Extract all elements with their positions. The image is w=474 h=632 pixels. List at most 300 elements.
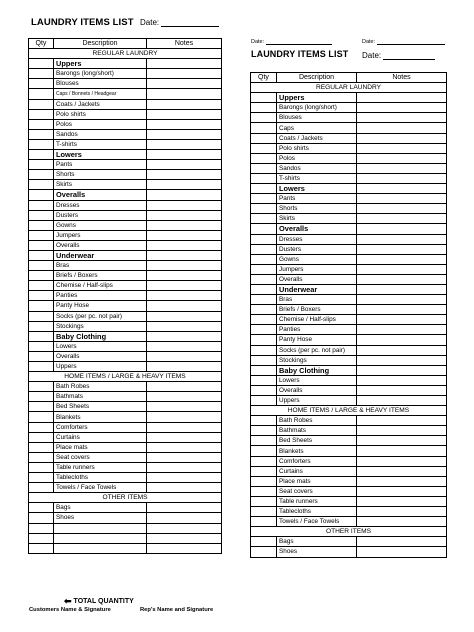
left-date-field[interactable]	[140, 18, 219, 27]
qty-cell[interactable]	[29, 432, 54, 442]
qty-cell[interactable]	[251, 537, 277, 547]
notes-cell[interactable]	[147, 119, 222, 129]
qty-cell[interactable]	[29, 79, 54, 89]
item-row	[29, 513, 222, 523]
notes-cell[interactable]	[357, 507, 447, 517]
qty-cell[interactable]	[251, 234, 277, 244]
item-description: Caps / Bonnets / Headgear	[54, 89, 147, 99]
qty-cell[interactable]	[251, 517, 277, 527]
qty-cell[interactable]	[29, 473, 54, 483]
notes-cell[interactable]	[147, 139, 222, 149]
notes-cell[interactable]	[147, 442, 222, 452]
notes-cell[interactable]	[357, 466, 447, 476]
category-row	[29, 331, 222, 341]
item-row	[29, 301, 222, 311]
qty-cell[interactable]	[251, 244, 277, 254]
item-description: Skirts	[54, 180, 147, 190]
category-label: Overalls	[277, 224, 357, 234]
notes-cell[interactable]	[357, 446, 447, 456]
qty-cell[interactable]	[29, 382, 54, 392]
item-row	[29, 392, 222, 402]
notes-cell[interactable]	[147, 99, 222, 109]
notes-cell[interactable]	[357, 537, 447, 547]
notes-cell[interactable]	[147, 513, 222, 523]
notes-cell[interactable]	[357, 305, 447, 315]
notes-cell[interactable]	[357, 133, 447, 143]
notes-cell[interactable]	[147, 250, 222, 260]
item-description: Polos	[277, 153, 357, 163]
notes-cell[interactable]	[147, 230, 222, 240]
notes-cell[interactable]	[147, 402, 222, 412]
item-row	[251, 153, 447, 163]
notes-cell[interactable]	[357, 375, 447, 385]
item-row	[29, 160, 222, 170]
item-row	[251, 396, 447, 406]
qty-cell[interactable]	[251, 153, 277, 163]
qty-cell[interactable]	[251, 93, 277, 103]
notes-cell[interactable]	[147, 129, 222, 139]
notes-cell[interactable]	[147, 462, 222, 472]
description-header: Description	[54, 39, 147, 49]
notes-cell[interactable]	[147, 180, 222, 190]
notes-cell[interactable]	[147, 392, 222, 402]
item-row	[29, 210, 222, 220]
notes-cell[interactable]	[357, 476, 447, 486]
qty-cell[interactable]	[251, 133, 277, 143]
item-description: Blankets	[277, 446, 357, 456]
notes-cell[interactable]	[357, 416, 447, 426]
notes-cell[interactable]	[147, 543, 222, 553]
qty-cell[interactable]	[29, 533, 54, 543]
item-description: Place mats	[54, 442, 147, 452]
qty-cell[interactable]	[29, 503, 54, 513]
item-row	[29, 432, 222, 442]
item-row	[251, 335, 447, 345]
notes-header: Notes	[147, 39, 222, 49]
notes-cell[interactable]	[147, 271, 222, 281]
qty-cell[interactable]	[29, 271, 54, 281]
item-row	[29, 230, 222, 240]
item-description: Barongs (long/short)	[277, 103, 357, 113]
item-description: Comforters	[277, 456, 357, 466]
qty-cell[interactable]	[251, 143, 277, 153]
item-row	[29, 271, 222, 281]
item-description: Overalls	[277, 385, 357, 395]
qty-cell[interactable]	[29, 129, 54, 139]
item-description: Shorts	[277, 204, 357, 214]
notes-cell[interactable]	[147, 351, 222, 361]
item-description: Coats / Jackets	[54, 99, 147, 109]
qty-cell[interactable]	[29, 69, 54, 79]
qty-cell[interactable]	[251, 436, 277, 446]
notes-cell[interactable]	[357, 517, 447, 527]
notes-cell[interactable]	[147, 301, 222, 311]
notes-cell[interactable]	[147, 483, 222, 493]
notes-cell[interactable]	[357, 436, 447, 446]
item-description: Briefs / Boxers	[54, 271, 147, 281]
qty-cell[interactable]	[251, 315, 277, 325]
notes-cell[interactable]	[147, 261, 222, 271]
qty-cell[interactable]	[251, 496, 277, 506]
notes-cell[interactable]	[357, 315, 447, 325]
item-row	[251, 143, 447, 153]
qty-cell[interactable]	[251, 345, 277, 355]
item-description: Panties	[277, 325, 357, 335]
qty-cell[interactable]	[29, 220, 54, 230]
item-row	[251, 476, 447, 486]
notes-cell[interactable]	[357, 143, 447, 153]
notes-cell[interactable]	[147, 412, 222, 422]
notes-cell[interactable]	[357, 345, 447, 355]
item-description: Barongs (long/short)	[54, 69, 147, 79]
section-heading: HOME ITEMS / LARGE & HEAVY ITEMS	[251, 406, 447, 416]
item-row	[251, 305, 447, 315]
qty-cell[interactable]	[251, 123, 277, 133]
qty-header: Qty	[29, 39, 54, 49]
notes-cell[interactable]	[357, 355, 447, 365]
left-form-title: LAUNDRY ITEMS LIST	[31, 17, 134, 28]
qty-cell[interactable]	[29, 362, 54, 372]
item-description: Bed Sheets	[54, 402, 147, 412]
blank-row	[29, 543, 222, 553]
notes-cell[interactable]	[357, 123, 447, 133]
notes-cell[interactable]	[147, 220, 222, 230]
notes-cell[interactable]	[147, 422, 222, 432]
qty-cell[interactable]	[251, 264, 277, 274]
item-description: Gowns	[277, 254, 357, 264]
item-description: Overalls	[54, 351, 147, 361]
qty-cell[interactable]	[29, 200, 54, 210]
qty-cell[interactable]	[29, 543, 54, 553]
item-row	[29, 261, 222, 271]
notes-cell[interactable]	[357, 204, 447, 214]
notes-cell[interactable]	[147, 432, 222, 442]
notes-cell[interactable]	[357, 234, 447, 244]
notes-cell[interactable]	[147, 109, 222, 119]
qty-cell[interactable]	[29, 150, 54, 160]
category-label: Uppers	[277, 93, 357, 103]
notes-cell[interactable]	[357, 93, 447, 103]
notes-cell[interactable]	[357, 264, 447, 274]
qty-cell[interactable]	[29, 402, 54, 412]
notes-cell[interactable]	[147, 321, 222, 331]
item-description: Curtains	[277, 466, 357, 476]
notes-cell[interactable]	[357, 295, 447, 305]
item-description: Place mats	[277, 476, 357, 486]
notes-cell[interactable]	[147, 503, 222, 513]
notes-cell[interactable]	[357, 113, 447, 123]
qty-cell[interactable]	[251, 325, 277, 335]
total-quantity-label: TOTAL QUANTITY	[73, 598, 134, 605]
description-header: Description	[277, 73, 357, 83]
right-top-date-left[interactable]	[251, 38, 332, 45]
section-heading-row	[251, 406, 447, 416]
qty-cell[interactable]	[29, 261, 54, 271]
item-row	[29, 362, 222, 372]
item-row	[29, 483, 222, 493]
qty-cell[interactable]	[29, 392, 54, 402]
notes-cell[interactable]	[357, 486, 447, 496]
item-row	[29, 69, 222, 79]
item-row	[29, 473, 222, 483]
category-label: Baby Clothing	[277, 365, 357, 375]
qty-cell[interactable]	[29, 301, 54, 311]
item-row	[251, 214, 447, 224]
item-row	[251, 355, 447, 365]
qty-cell[interactable]	[29, 513, 54, 523]
qty-cell[interactable]	[251, 284, 277, 294]
notes-cell[interactable]	[357, 224, 447, 234]
qty-cell[interactable]	[29, 89, 54, 99]
right-header-row	[251, 73, 447, 83]
left-date-label: Date:	[140, 18, 160, 27]
item-description: Socks (per pc. not pair)	[277, 345, 357, 355]
qty-cell[interactable]	[29, 412, 54, 422]
item-description: Coats / Jackets	[277, 133, 357, 143]
qty-cell[interactable]	[29, 351, 54, 361]
category-label: Baby Clothing	[54, 331, 147, 341]
category-row	[251, 284, 447, 294]
qty-cell[interactable]	[251, 456, 277, 466]
qty-cell[interactable]	[251, 507, 277, 517]
qty-cell[interactable]	[29, 210, 54, 220]
qty-cell[interactable]	[251, 365, 277, 375]
item-description: Polo shirts	[54, 109, 147, 119]
qty-cell[interactable]	[29, 180, 54, 190]
item-description: Dusters	[277, 244, 357, 254]
item-row	[251, 204, 447, 214]
qty-cell[interactable]	[29, 119, 54, 129]
qty-cell[interactable]	[29, 452, 54, 462]
item-description: Caps	[277, 123, 357, 133]
category-label: Overalls	[54, 190, 147, 200]
qty-cell[interactable]	[29, 170, 54, 180]
notes-cell[interactable]	[147, 170, 222, 180]
notes-cell[interactable]	[357, 274, 447, 284]
qty-cell[interactable]	[251, 274, 277, 284]
item-row	[29, 503, 222, 513]
item-description: Polos	[54, 119, 147, 129]
qty-cell[interactable]	[29, 311, 54, 321]
qty-cell[interactable]	[29, 250, 54, 260]
qty-cell[interactable]	[29, 321, 54, 331]
notes-cell[interactable]	[147, 382, 222, 392]
notes-cell[interactable]	[147, 89, 222, 99]
notes-cell[interactable]	[147, 190, 222, 200]
category-row	[29, 59, 222, 69]
qty-cell[interactable]	[251, 375, 277, 385]
qty-cell[interactable]	[251, 547, 277, 557]
item-row	[29, 281, 222, 291]
category-label: Underwear	[54, 250, 147, 260]
item-row	[29, 311, 222, 321]
notes-cell[interactable]	[357, 103, 447, 113]
qty-cell[interactable]	[29, 190, 54, 200]
qty-cell[interactable]	[29, 139, 54, 149]
item-row	[29, 351, 222, 361]
right-form-title: LAUNDRY ITEMS LIST	[251, 49, 349, 59]
notes-cell[interactable]	[147, 341, 222, 351]
notes-cell[interactable]	[147, 523, 222, 533]
item-description: Shorts	[54, 170, 147, 180]
item-description: Overalls	[54, 240, 147, 250]
notes-cell[interactable]	[147, 291, 222, 301]
right-items-table	[250, 72, 447, 558]
item-row	[251, 234, 447, 244]
notes-cell[interactable]	[147, 79, 222, 89]
notes-cell[interactable]	[147, 160, 222, 170]
qty-cell[interactable]	[29, 483, 54, 493]
right-top-date-right-label: Date:	[362, 39, 376, 45]
qty-cell[interactable]	[251, 355, 277, 365]
qty-cell[interactable]	[251, 466, 277, 476]
item-row	[251, 254, 447, 264]
item-description: Chemise / Half-slips	[277, 315, 357, 325]
qty-cell[interactable]	[251, 113, 277, 123]
qty-cell[interactable]	[251, 476, 277, 486]
item-row	[251, 446, 447, 456]
qty-cell[interactable]	[251, 295, 277, 305]
notes-cell[interactable]	[357, 325, 447, 335]
qty-cell[interactable]	[251, 335, 277, 345]
notes-cell[interactable]	[147, 59, 222, 69]
qty-cell[interactable]	[29, 109, 54, 119]
qty-cell[interactable]	[251, 184, 277, 194]
qty-cell[interactable]	[251, 486, 277, 496]
left-items-table	[28, 38, 222, 554]
item-description: Lowers	[277, 375, 357, 385]
notes-cell[interactable]	[357, 284, 447, 294]
qty-cell[interactable]	[251, 416, 277, 426]
qty-cell[interactable]	[29, 230, 54, 240]
item-description: Dresses	[277, 234, 357, 244]
blank-row	[29, 533, 222, 543]
item-description: Bathmats	[54, 392, 147, 402]
section-heading: OTHER ITEMS	[251, 527, 447, 537]
right-date-label: Date:	[362, 51, 382, 60]
notes-cell[interactable]	[147, 240, 222, 250]
notes-cell[interactable]	[357, 365, 447, 375]
notes-cell[interactable]	[147, 210, 222, 220]
notes-cell[interactable]	[357, 163, 447, 173]
arrow-left-icon: ⬅	[64, 596, 72, 606]
item-description: Briefs / Boxers	[277, 305, 357, 315]
notes-cell[interactable]	[357, 547, 447, 557]
item-row	[29, 180, 222, 190]
qty-cell[interactable]	[251, 224, 277, 234]
notes-cell[interactable]	[357, 426, 447, 436]
notes-cell[interactable]	[357, 214, 447, 224]
qty-cell[interactable]	[29, 281, 54, 291]
notes-cell[interactable]	[147, 452, 222, 462]
qty-cell[interactable]	[251, 173, 277, 183]
item-row	[29, 170, 222, 180]
notes-cell[interactable]	[357, 456, 447, 466]
qty-cell[interactable]	[251, 254, 277, 264]
item-description	[54, 523, 147, 533]
notes-cell[interactable]	[147, 150, 222, 160]
qty-cell[interactable]	[29, 331, 54, 341]
notes-cell[interactable]	[357, 244, 447, 254]
qty-cell[interactable]	[29, 422, 54, 432]
qty-cell[interactable]	[29, 523, 54, 533]
item-row	[29, 442, 222, 452]
qty-cell[interactable]	[29, 442, 54, 452]
qty-cell[interactable]	[251, 396, 277, 406]
item-description: T-shirts	[54, 139, 147, 149]
item-description: Panty Hose	[54, 301, 147, 311]
notes-cell[interactable]	[147, 473, 222, 483]
qty-cell[interactable]	[251, 194, 277, 204]
qty-cell[interactable]	[251, 103, 277, 113]
notes-cell[interactable]	[147, 362, 222, 372]
qty-cell[interactable]	[29, 291, 54, 301]
qty-cell[interactable]	[29, 99, 54, 109]
qty-cell[interactable]	[29, 462, 54, 472]
item-row	[29, 412, 222, 422]
category-row	[251, 224, 447, 234]
notes-cell[interactable]	[357, 153, 447, 163]
qty-cell[interactable]	[251, 214, 277, 224]
notes-cell[interactable]	[357, 173, 447, 183]
right-date-field[interactable]	[362, 51, 435, 60]
item-row	[251, 315, 447, 325]
item-row	[251, 173, 447, 183]
notes-cell[interactable]	[357, 335, 447, 345]
notes-cell[interactable]	[147, 200, 222, 210]
item-description: Table runners	[277, 496, 357, 506]
item-row	[29, 240, 222, 250]
right-top-date-right[interactable]	[362, 38, 445, 45]
item-row	[29, 321, 222, 331]
qty-cell[interactable]	[251, 426, 277, 436]
category-row	[251, 184, 447, 194]
item-description: Lowers	[54, 341, 147, 351]
item-description: Sandos	[277, 163, 357, 173]
notes-cell[interactable]	[357, 254, 447, 264]
notes-cell[interactable]	[357, 194, 447, 204]
item-row	[251, 456, 447, 466]
notes-cell[interactable]	[147, 533, 222, 543]
qty-cell[interactable]	[251, 446, 277, 456]
item-row	[29, 422, 222, 432]
item-row	[29, 452, 222, 462]
notes-cell[interactable]	[357, 396, 447, 406]
qty-cell[interactable]	[251, 163, 277, 173]
qty-cell[interactable]	[251, 305, 277, 315]
notes-cell[interactable]	[357, 496, 447, 506]
notes-cell[interactable]	[147, 69, 222, 79]
blank-row	[29, 523, 222, 533]
notes-cell[interactable]	[147, 331, 222, 341]
qty-cell[interactable]	[251, 385, 277, 395]
notes-cell[interactable]	[147, 281, 222, 291]
qty-cell[interactable]	[29, 240, 54, 250]
section-heading-row	[29, 49, 222, 59]
qty-cell[interactable]	[29, 160, 54, 170]
qty-cell[interactable]	[251, 204, 277, 214]
notes-cell[interactable]	[147, 311, 222, 321]
item-description: Tablecloths	[277, 507, 357, 517]
notes-cell[interactable]	[357, 184, 447, 194]
item-description: Bras	[277, 295, 357, 305]
item-description: Bed Sheets	[277, 436, 357, 446]
qty-cell[interactable]	[29, 59, 54, 69]
qty-cell[interactable]	[29, 341, 54, 351]
category-label: Lowers	[54, 150, 147, 160]
item-row	[251, 345, 447, 355]
notes-cell[interactable]	[357, 385, 447, 395]
